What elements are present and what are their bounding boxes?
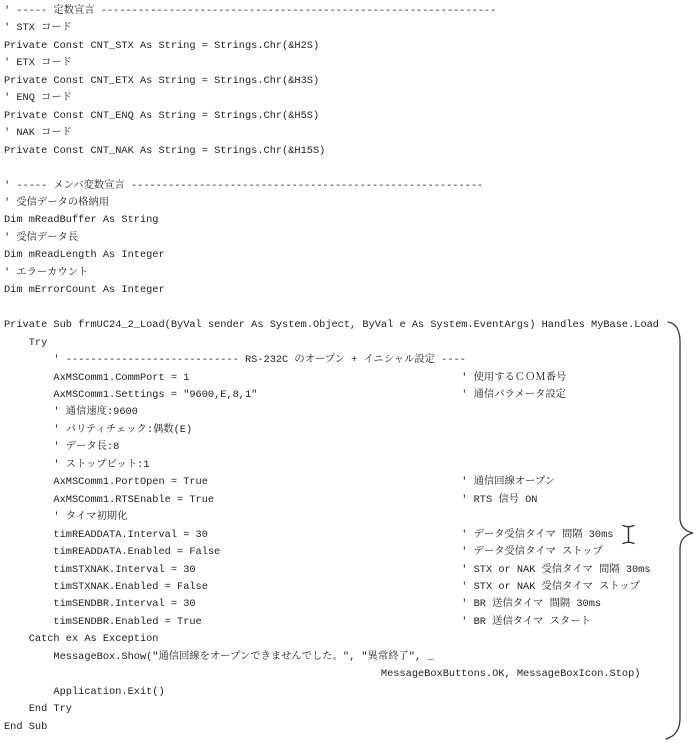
code-line: ' 受信データ長 [4, 231, 79, 244]
code-line: Dim mErrorCount As Integer [4, 284, 165, 297]
code-line: Try [4, 336, 48, 349]
code-line: ' STX コード [4, 22, 72, 35]
code-line: ' エラーカウント [4, 266, 89, 279]
code-line: ' 受信データの格納用 [4, 196, 110, 209]
code-line: ' ENQ コード [4, 92, 72, 105]
code-line: Private Const CNT_NAK As String = Strings.Chr(&H15S) [4, 144, 326, 157]
code-line: ' ストップビット:1 [4, 458, 150, 471]
right-curly-brace-annotation-icon [654, 318, 696, 743]
code-line: Private Const CNT_ETX As String = Strings.Chr(&H3S) [4, 74, 320, 87]
code-line: Catch ex As Exception [4, 633, 159, 646]
code-line: MessageBoxButtons.OK, MessageBoxIcon.Stop) [4, 668, 641, 681]
code-line: AxMSComm1.PortOpen = True ' 通信回線オープン [4, 476, 556, 489]
code-line [4, 300, 696, 317]
code-line: ' 通信速度:9600 [4, 406, 138, 419]
code-line: ' ---------------------------- RS-232C のオープン + イニシャル設定 ---- [4, 354, 466, 367]
code-line: ' ----- 定数宣言 ---------------------------------------------------------------- [4, 5, 497, 17]
code-line: timREADDATA.Interval = 30 ' データ受信タイマ 間隔 30ms [4, 528, 614, 541]
code-line: ' データ長:8 [4, 441, 120, 454]
code-line: Dim mReadLength As Integer [4, 249, 165, 262]
code-line: Private Const CNT_ENQ As String = Strings.Chr(&H5S) [4, 109, 320, 122]
code-line: timREADDATA.Enabled = False ' データ受信タイマ ストップ [4, 546, 603, 559]
code-line: timSENDBR.Enabled = True ' BR 送信タイマ スタート [4, 615, 591, 628]
code-line: Application.Exit() [4, 685, 165, 698]
code-line: ' ETX コード [4, 57, 72, 70]
code-line: timSENDBR.Interval = 30 ' BR 送信タイマ 間隔 30ms [4, 598, 602, 611]
code-line: End Sub [4, 720, 48, 733]
code-line: End Try [4, 703, 72, 716]
code-line: ' タイマ初期化 [4, 511, 128, 524]
code-line [4, 160, 696, 177]
code-listing [4, 3, 696, 736]
code-line: ' NAK コード [4, 127, 72, 140]
code-line: Private Const CNT_STX As String = Strings.Chr(&H2S) [4, 39, 320, 52]
code-line: Private Sub frmUC24_2_Load(ByVal sender As System.Object, ByVal e As System.EventArgs) Handles MyBase.Load [4, 319, 659, 332]
code-line: AxMSComm1.Settings = "9600,E,8,1" ' 通信パラメータ設定 [4, 388, 566, 401]
code-line: timSTXNAK.Enabled = False ' STX or NAK 受信タイマ ストップ [4, 580, 640, 593]
code-line: timSTXNAK.Interval = 30 ' STX or NAK 受信タイマ 間隔 30ms [4, 563, 651, 576]
code-line: ' パリティチェック:偶数(E) [4, 423, 193, 436]
code-line: MessageBox.Show("通信回線をオープンできませんでした。", "異常終了", _ [4, 650, 434, 663]
code-line: AxMSComm1.CommPort = 1 ' 使用するＣＯＭ番号 [4, 371, 567, 384]
code-line: Dim mReadBuffer As String [4, 214, 159, 227]
i-beam-text-cursor-icon [621, 523, 636, 546]
code-line: ' ----- メンバ変数宣言 --------------------------------------------------------- [4, 179, 484, 192]
code-line: AxMSComm1.RTSEnable = True ' RTS 信号 ON [4, 493, 538, 506]
